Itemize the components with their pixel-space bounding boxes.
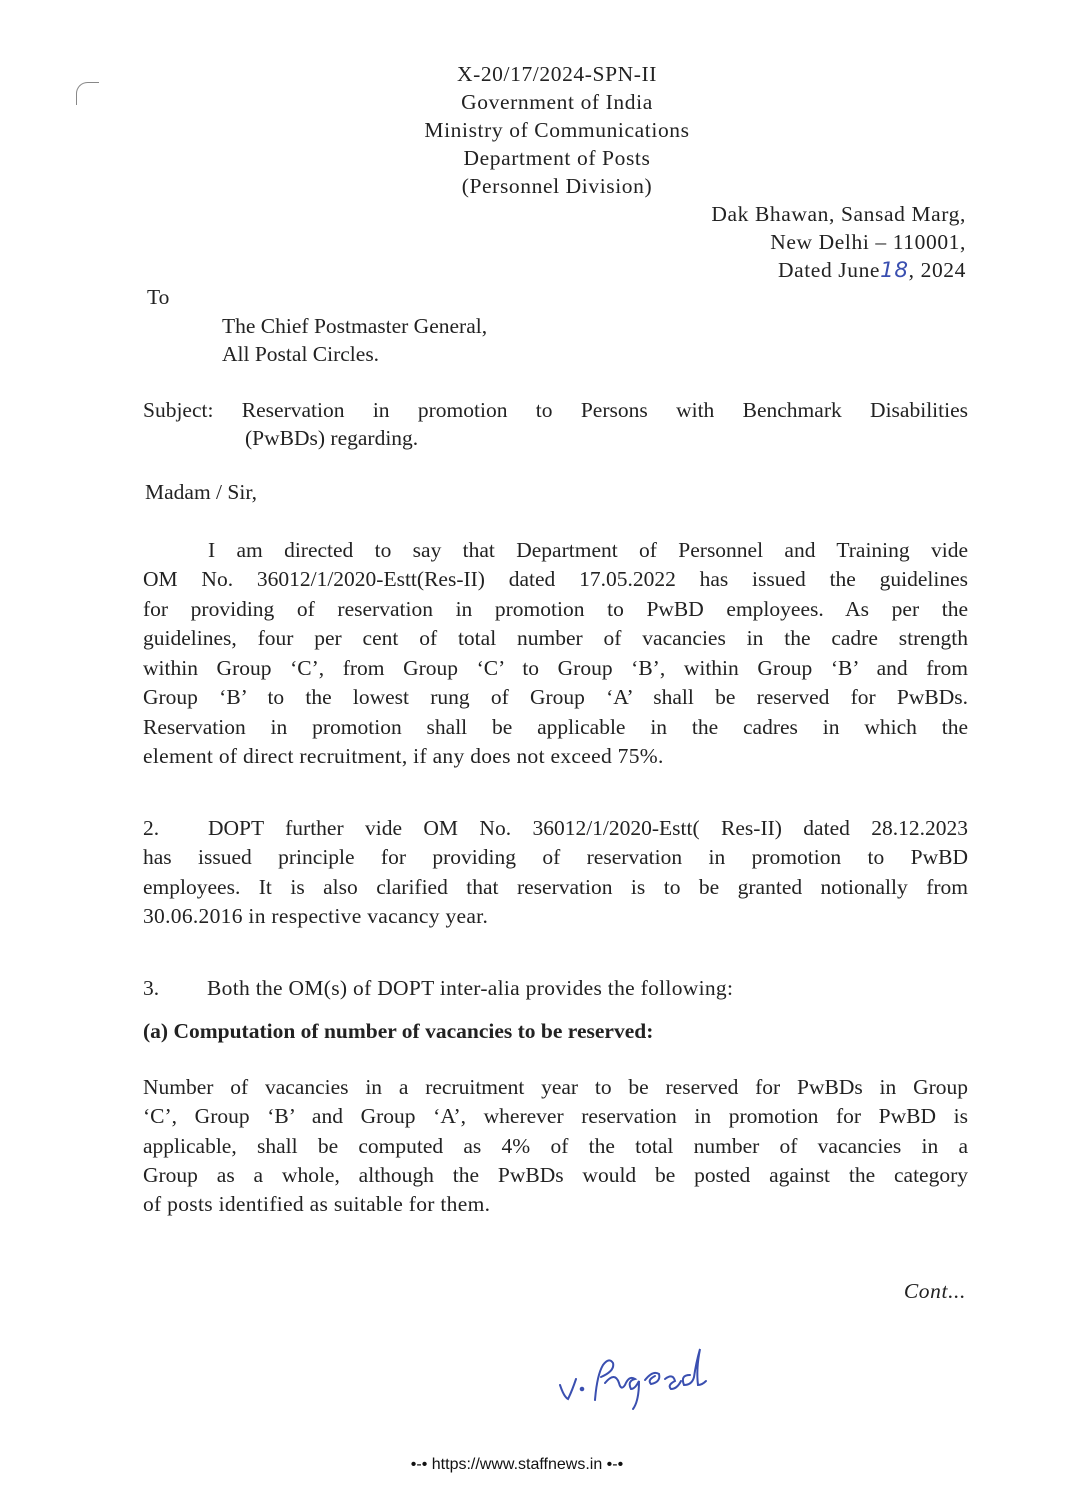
date-line (778, 256, 966, 284)
department-heading: Department of Posts (463, 146, 651, 170)
address-line-1: Dak Bhawan, Sansad Marg, (711, 202, 966, 226)
recipient-line-1: The Chief Postmaster General, (222, 314, 488, 338)
para1-line: OM No. 36012/1/2020-Estt(Res-II) dated 17.05.2022 has issued the guidelines (143, 567, 968, 591)
para1-line: Reservation in promotion shall be applicable in the cadres in which the (143, 715, 968, 739)
para2-line: has issued principle for providing of reservation in promotion to PwBD (143, 845, 968, 869)
para3-text: Both the OM(s) of DOPT inter-alia provides the following: (207, 976, 734, 1000)
ministry-heading: Ministry of Communications (424, 118, 690, 142)
subject-line-1: Subject: Reservation in promotion to Persons with Benchmark Disabilities (143, 398, 968, 422)
para2-number: 2. (143, 816, 160, 840)
para1-line: within Group ‘C’, from Group ‘C’ to Group ‘B’, within Group ‘B’ and from (143, 656, 968, 680)
date-prefix: Dated June (777, 258, 881, 282)
subject-line-2: (PwBDs) regarding. (245, 426, 419, 450)
para4-line: of posts identified as suitable for them. (143, 1192, 491, 1216)
para1-line: for providing of reservation in promotion to PwBD employees. As per the (143, 597, 968, 621)
date-suffix: , 2024 (908, 258, 966, 282)
government-heading: Government of India (461, 90, 653, 114)
para1-line: element of direct recruitment, if any does not exceed 75%. (143, 744, 664, 768)
para2-line: DOPT further vide OM No. 36012/1/2020-Estt( Res-II) dated 28.12.2023 (208, 816, 968, 840)
to-label: To (147, 285, 170, 309)
para4-line: applicable, shall be computed as 4% of the total number of vacancies in a (143, 1134, 968, 1158)
para4-line: Group as a whole, although the PwBDs would be posted against the category (143, 1163, 968, 1187)
para4-line: Number of vacancies in a recruitment year to be reserved for PwBDs in Group (143, 1075, 968, 1099)
date-handwritten: 18 (880, 258, 909, 283)
para2-line: employees. It is also clarified that reservation is to be granted notionally from (143, 875, 968, 899)
division-heading: (Personnel Division) (461, 174, 653, 198)
signature (550, 1345, 740, 1410)
salutation: Madam / Sir, (145, 480, 258, 504)
section-a-heading: (a) Computation of number of vacancies to be reserved: (143, 1019, 654, 1043)
para1-line: Group ‘B’ to the lowest rung of Group ‘A’ shall be reserved for PwBDs. (143, 685, 968, 709)
para2-line: 30.06.2016 in respective vacancy year. (143, 904, 489, 928)
para1-line: I am directed to say that Department of Personnel and Training vide (208, 538, 968, 562)
para1-line: guidelines, four per cent of total number of vacancies in the cadre strength (143, 626, 968, 650)
address-line-2: New Delhi – 110001, (770, 230, 966, 254)
continued-label: Cont... (903, 1279, 966, 1303)
file-number: X-20/17/2024-SPN-II (456, 62, 658, 86)
para3-number: 3. (143, 976, 160, 1000)
recipient-line-2: All Postal Circles. (222, 342, 380, 366)
source-footer: •-• https://www.staffnews.in •-• (410, 1456, 624, 1473)
para4-line: ‘C’, Group ‘B’ and Group ‘A’, wherever reservation in promotion for PwBD is (143, 1104, 968, 1128)
